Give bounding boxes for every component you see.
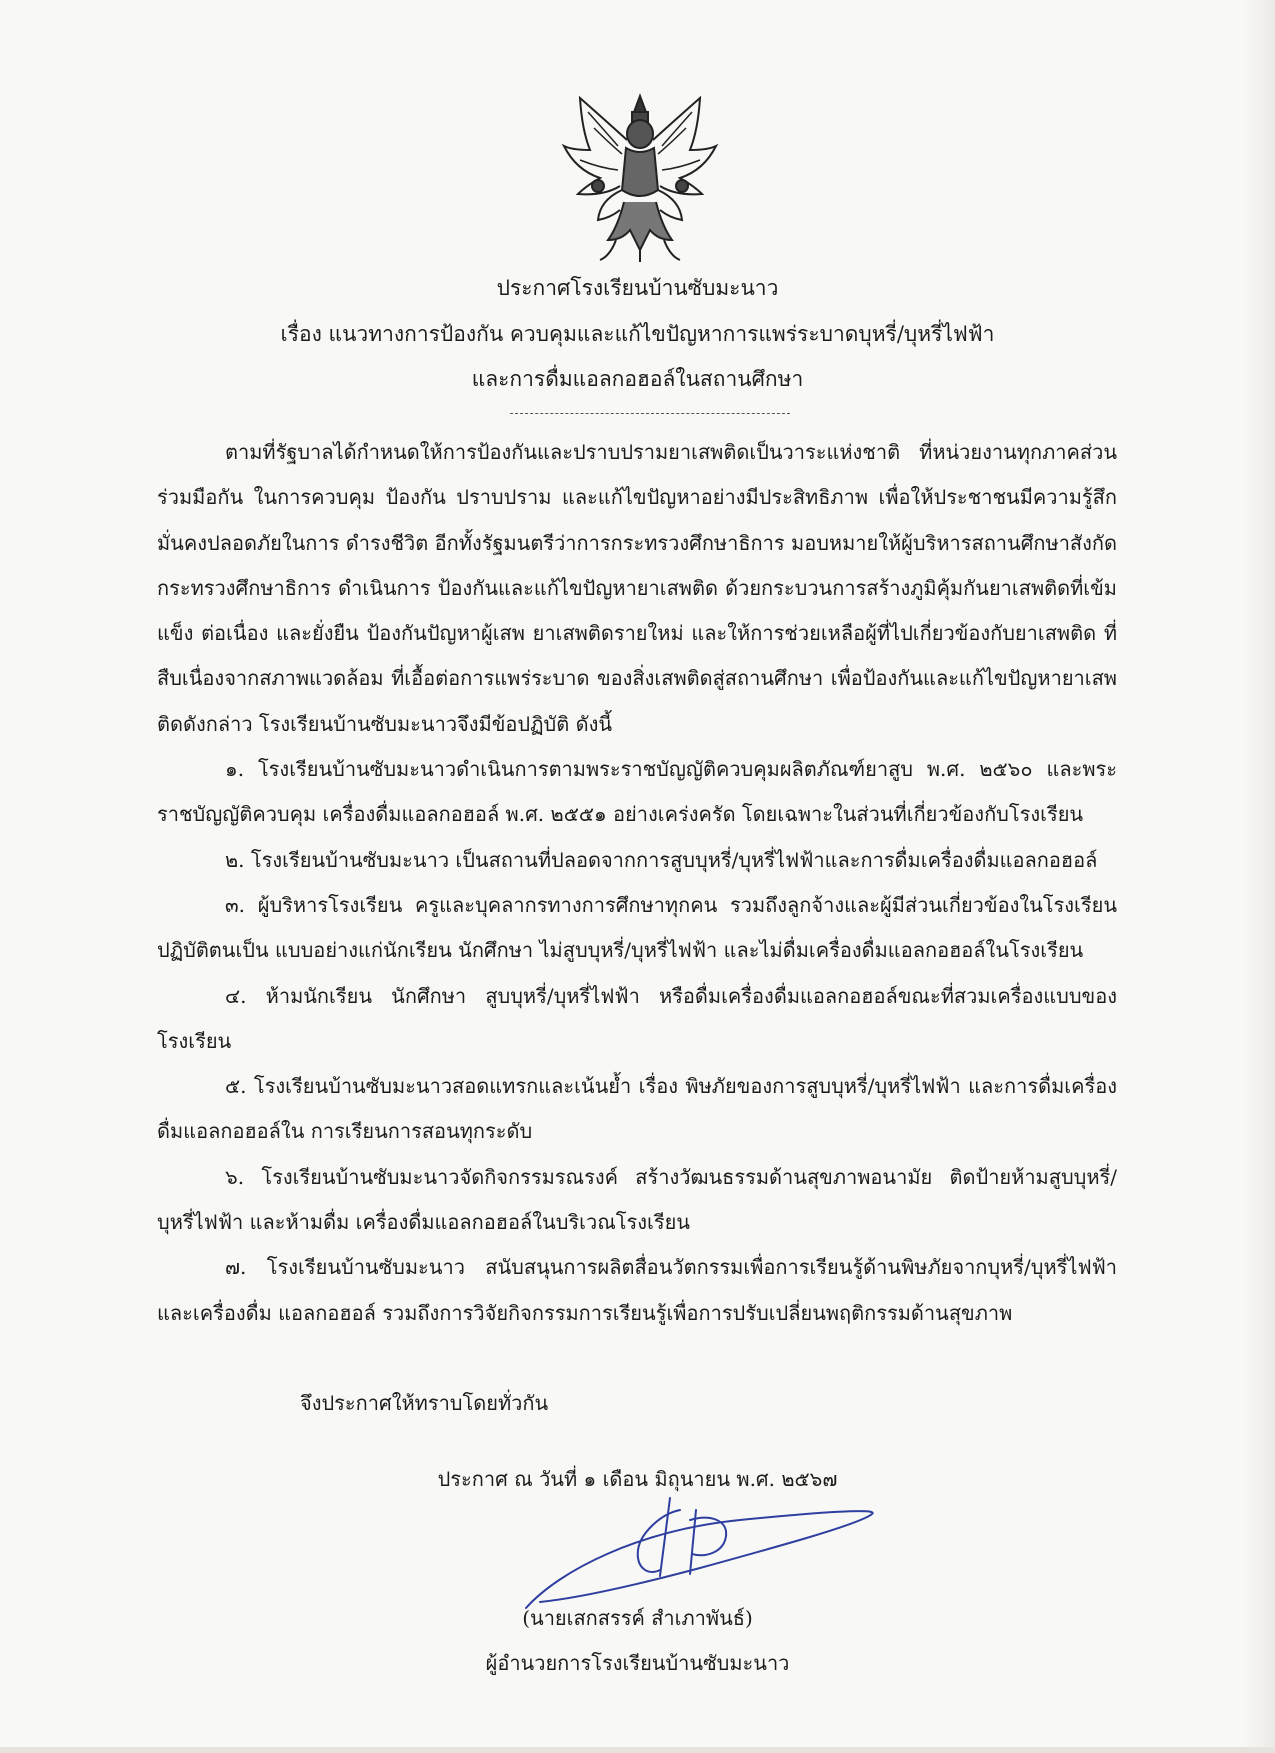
signer-name: (นายเสกสรรค์ สำเภาพันธ์) [522, 1606, 753, 1630]
garuda-emblem-icon [560, 90, 720, 265]
item-1: ๑. โรงเรียนบ้านซับมะนาวดำเนินการตามพระราชบัญญัติควบคุมผลิตภัณฑ์ยาสูบ พ.ศ. ๒๕๖๐ และพระราชบัญญัติควบคุม เครื่องดื่มแอลกอฮอล์ พ.ศ. ๒๕๕๑ อย่างเคร่งครัด โดยเฉพาะในส่วนที่เกี่ยวข้องกับโรงเรียน [157, 757, 1117, 827]
item-4: ๔. ห้ามนักเรียน นักศึกษา สูบบุหรี่/บุหรี่ไฟฟ้า หรือดื่มเครื่องดื่มแอลกอฮอล์ขณะที่สวมเครื่องแบบของโรงเรียน [157, 983, 1117, 1053]
item-5: ๕. โรงเรียนบ้านซับมะนาวสอดแทรกและเน้นย้ำ เรื่อง พิษภัยของการสูบบุหรี่/บุหรี่ไฟฟ้า และการดื่มเครื่องดื่มแอลกอฮอล์ใน การเรียนการสอนทุกระดับ [157, 1074, 1117, 1144]
paper-edge-bottom [0, 1747, 1275, 1753]
signer-position: ผู้อำนวยการโรงเรียนบ้านซับมะนาว [485, 1651, 790, 1675]
header-divider [510, 413, 790, 414]
announcement-date: ประกาศ ณ วันที่ ๑ เดือน มิถุนายน พ.ศ. ๒๕๖๗ [437, 1467, 838, 1491]
item-3: ๓. ผู้บริหารโรงเรียน ครูและบุคลากรทางการศึกษาทุกคน รวมถึงลูกจ้างและผู้มีส่วนเกี่ยวข้องในโรงเรียนปฏิบัติตนเป็น แบบอย่างแก่นักเรียน นักศึกษา ไม่สูบบุหรี่/บุหรี่ไฟฟ้า และไม่ดื่มเครื่องดื่มแอลกอฮอล์ในโรงเรียน [157, 892, 1117, 963]
announcement-title: ประกาศโรงเรียนบ้านซับมะนาว [496, 276, 779, 300]
item-6: ๖. โรงเรียนบ้านซับมะนาวจัดกิจกรรมรณรงค์ สร้างวัฒนธรรมด้านสุขภาพอนามัย ติดป้ายห้ามสูบบุหรี่/บุหรี่ไฟฟ้า และห้ามดื่ม เครื่องดื่มแอลกอฮอล์ในบริเวณโรงเรียน [157, 1164, 1117, 1235]
announcement-body [157, 430, 1117, 1336]
item-7: ๗. โรงเรียนบ้านซับมะนาว สนับสนุนการผลิตสื่อนวัตกรรมเพื่อการเรียนรู้ด้านพิษภัยจากบุหรี่/บุหรี่ไฟฟ้าและเครื่องดื่ม แอลกอฮอล์ รวมถึงการวิจัยกิจกรรมการเรียนรู้เพื่อการปรับเปลี่ยนพฤติกรรมด้านสุขภาพ [157, 1255, 1117, 1325]
closing-statement: จึงประกาศให้ทราบโดยทั่วกัน [300, 1391, 549, 1415]
announcement-subject-cont: และการดื่มแอลกอฮอล์ในสถานศึกษา [471, 367, 804, 391]
announcement-subject: เรื่อง แนวทางการป้องกัน ควบคุมและแก้ไขปัญหาการแพร่ระบาดบุหรี่/บุหรี่ไฟฟ้า [280, 322, 995, 346]
item-2: ๒. โรงเรียนบ้านซับมะนาว เป็นสถานที่ปลอดจากการสูบบุหรี่/บุหรี่ไฟฟ้าและการดื่มเครื่องดื่มแอลกอฮอล์ [225, 847, 1098, 872]
intro-paragraph: ตามที่รัฐบาลได้กำหนดให้การป้องกันและปราบปรามยาเสพติดเป็นวาระแห่งชาติ ที่หน่วยงานทุกภาคส่วนร่วมมือกัน ในการควบคุม ป้องกัน ปราบปราม และแก้ไขปัญหาอย่างมีประสิทธิภาพ เพื่อให้ประชาชนมีความรู้สึกมั่นคงปลอดภัยในการ ดำรงชีวิต อีกทั้งรัฐมนตรีว่าการกระทรวงศึกษาธิการ มอบหมายให้ผู้บริหารสถานศึกษาสังกัดกระทรวงศึกษาธิการ ดำเนินการ ป้องกันและแก้ไขปัญหายาเสพติด ด้วยกระบวนการสร้างภูมิคุ้มกันยาเสพติดที่เข้มแข็ง ต่อเนื่อง และยั่งยืน ป้องกันปัญหาผู้เสพ ยาเสพติดรายใหม่ และให้การช่วยเหลือผู้ที่ไปเกี่ยวข้องกับยาเสพติด ที่สืบเนื่องจากสภาพแวดล้อม ที่เอื้อต่อการแพร่ระบาด ของสิ่งเสพติดสู่สถานศึกษา เพื่อป้องกันและแก้ไขปัญหายาเสพติดดังกล่าว โรงเรียนบ้านซับมะนาวจึงมีข้อปฏิบัติ ดังนี้ [157, 440, 1117, 736]
